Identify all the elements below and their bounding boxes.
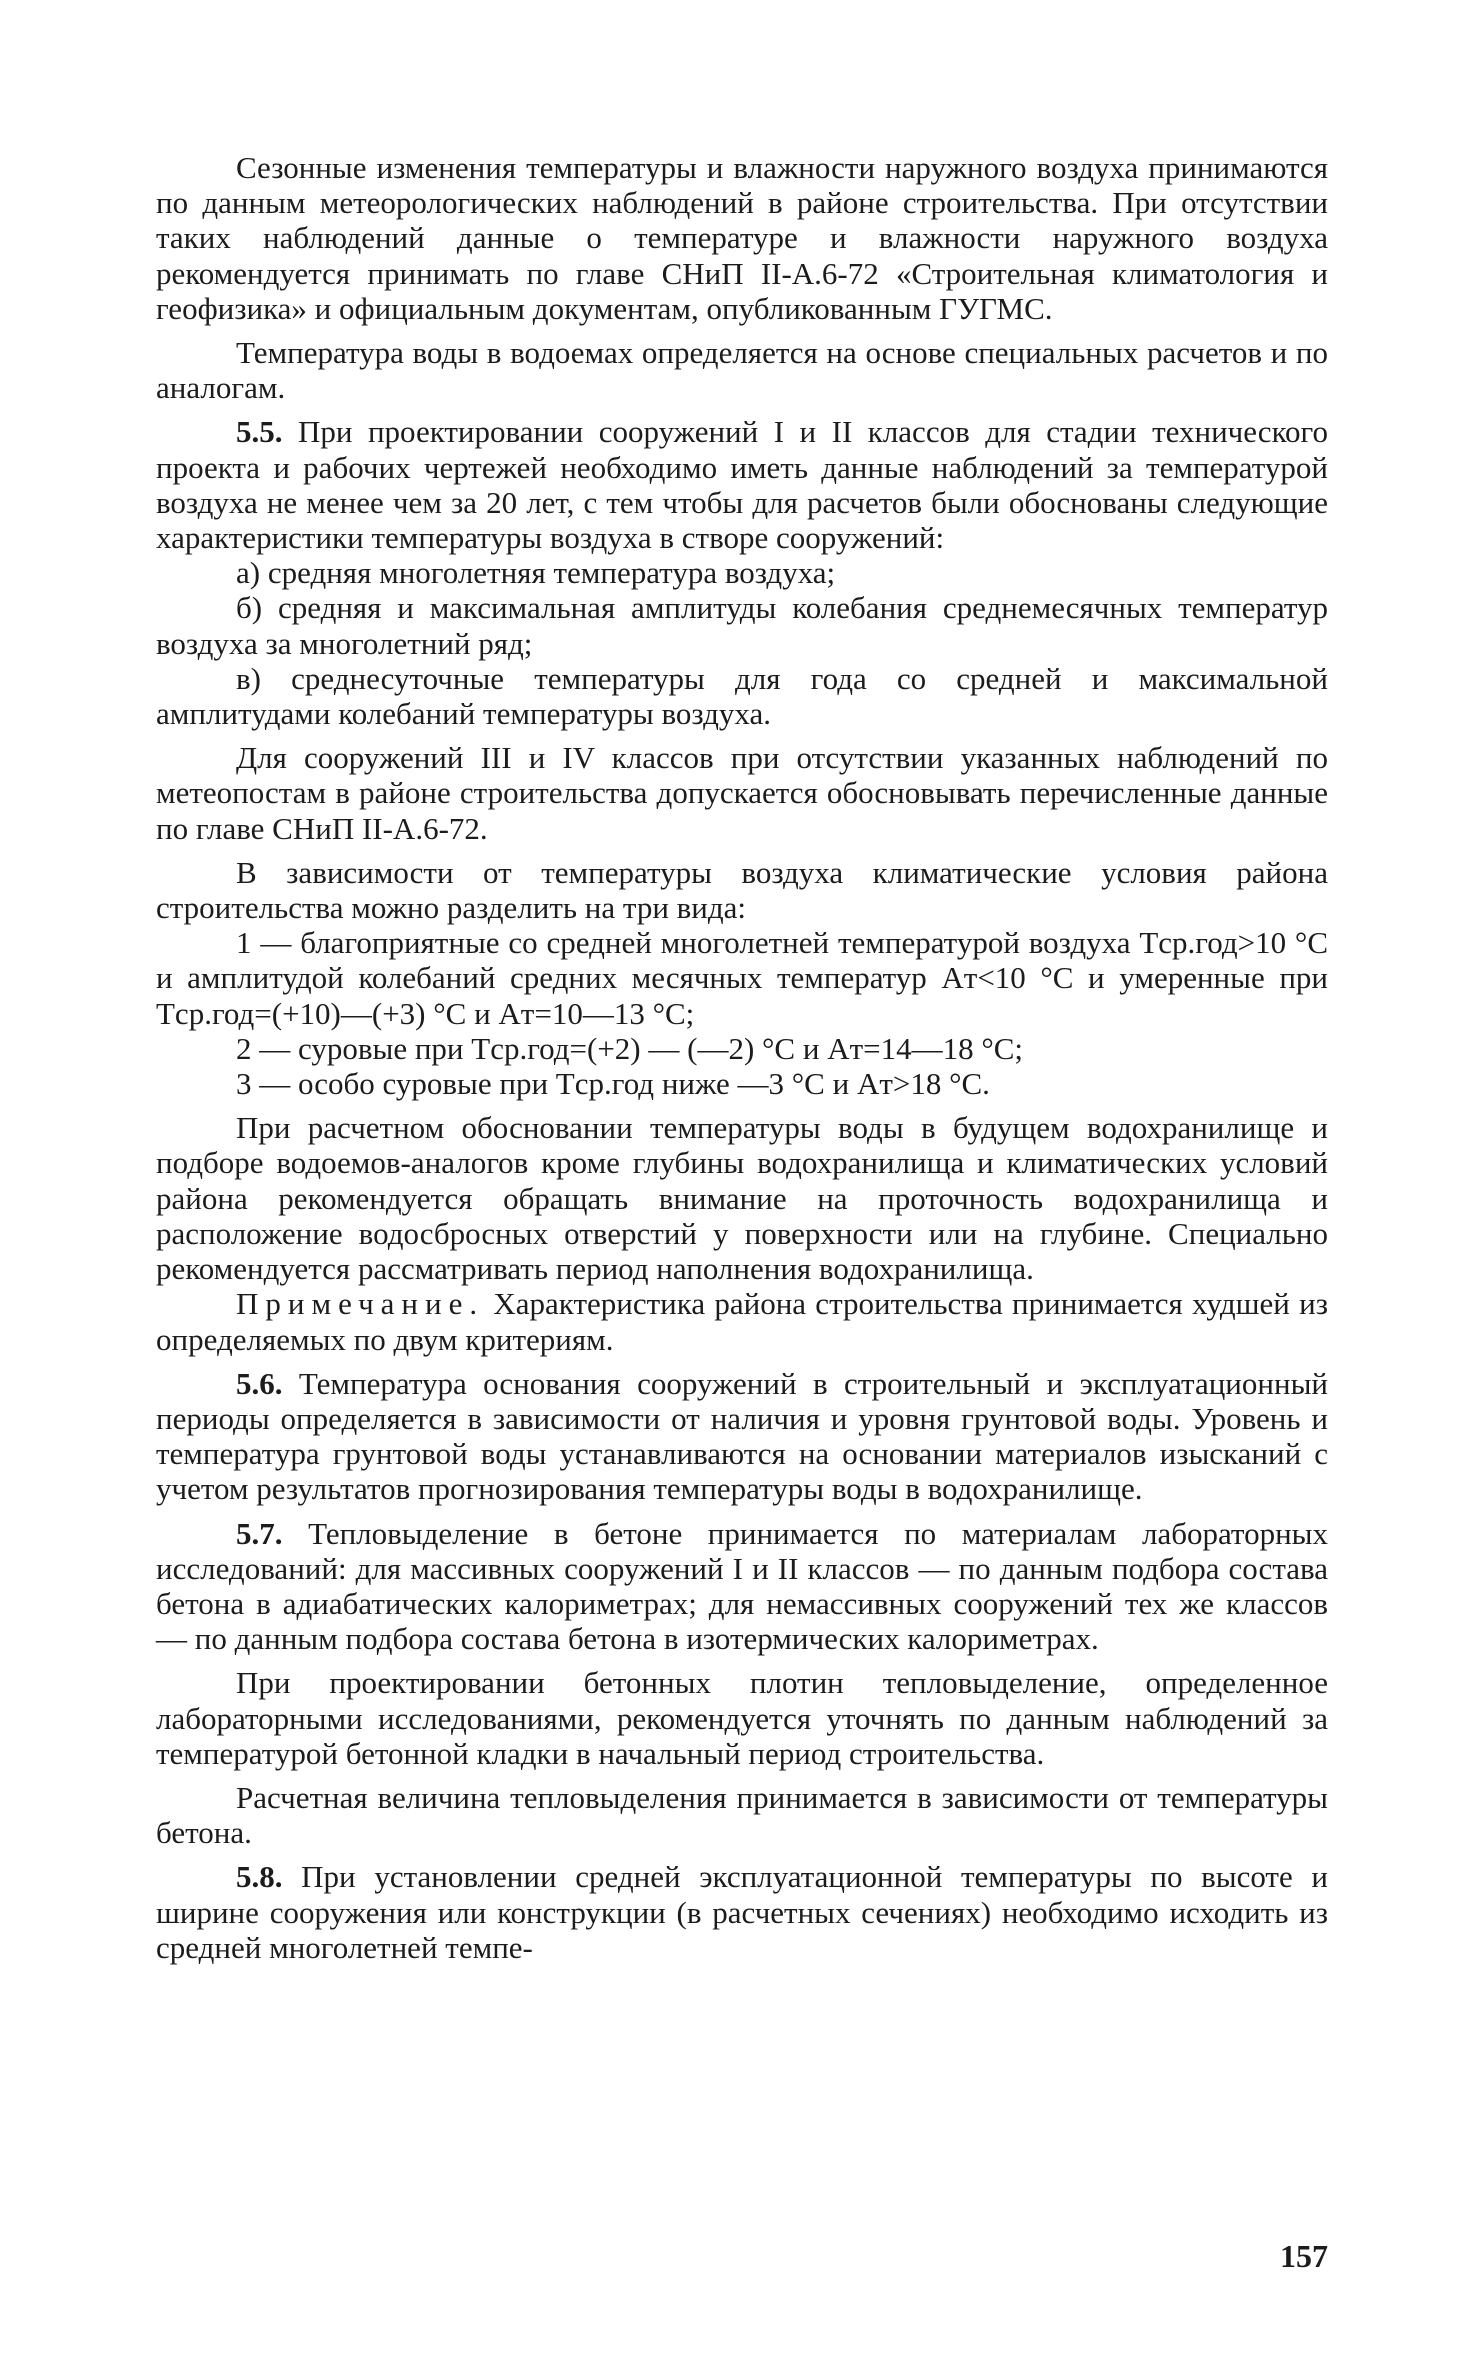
paragraph: Температура воды в водоемах определяется на основе специальных расчетов и по аналогам. <box>156 335 1328 406</box>
paragraph: При проектировании бетонных плотин тепловыделение, определенное лабораторными исследованиями, рекомендуется уточнять по данным наблюдений за температурой бетонной кладки в начальный период строительства. <box>156 1665 1328 1771</box>
list-item-a: а) средняя многолетняя температура воздуха; <box>236 555 836 591</box>
section-number: 5.7. <box>236 1515 283 1551</box>
page-number: 157 <box>1280 2238 1328 2274</box>
section-5-5: 5.5. При проектировании сооружений I и II классов для стадии технического проекта и рабочих чертежей необходимо иметь данные наблюдений за температурой воздуха не менее чем за 20 лет, с тем чтобы для расчетов были обоснованы следующие характеристики температуры воздуха в створе сооружений: <box>156 414 1328 556</box>
climate-type-3: 3 — особо суровые при Tср.год ниже —3 °С и Aт>18 °С. <box>236 1066 990 1102</box>
paragraph: При расчетном обосновании температуры воды в будущем водохранилище и подборе водоемов-аналогов кроме глубины водохранилища и климатических условий района рекомендуется обращать внимание на проточность водохранилища и расположение водосбросных отверстий у поверхности или на глубине. Специально рекомендуется рассматривать период наполнения водохранилища. <box>156 1110 1328 1287</box>
note-label: Примечание. <box>236 1286 485 1322</box>
paragraph: Расчетная величина тепловыделения принимается в зависимости от температуры бетона. <box>156 1779 1328 1851</box>
section-5-8: 5.8. При установлении средней эксплуатационной температуры по высоте и ширине сооружения или конструкции (в расчетных сечениях) необходимо исходить из средней многолетней темпе- <box>156 1859 1328 1965</box>
list-item-b: б) средняя и максимальная амплитуды колебания среднемесячных температур воздуха за многолетний ряд; <box>156 590 1328 661</box>
climate-type-1: 1 — благоприятные со средней многолетней температурой воздуха Tср.год>10 °С и амплитудой колебаний средних месячных температур Aт<10 °С и умеренные при Tср.год=(+10)—(+3) °С и Aт=10—13 °С; <box>156 925 1328 1031</box>
section-number: 5.6. <box>236 1365 283 1401</box>
paragraph: Сезонные изменения температуры и влажности наружного воздуха принимаются по данным метеорологических наблюдений в районе строительства. При отсутствии таких наблюдений данные о температуре и влажности наружного воздуха рекомендуется принимать по главе СНиП II-А.6-72 «Строительная климатология и геофизика» и официальным документам, опубликованным ГУГМС. <box>156 150 1328 326</box>
paragraph: Для сооружений III и IV классов при отсутствии указанных наблюдений по метеопостам в районе строительства допускается обосновывать перечисленные данные по главе СНиП II-А.6-72. <box>156 740 1328 846</box>
section-number: 5.8. <box>236 1859 283 1895</box>
section-5-7: 5.7. Тепловыделение в бетоне принимается по материалам лабораторных исследований: для массивных сооружений I и II классов — по данным подбора состава бетона в адиабатических калориметрах; для немассивных сооружений тех же классов — по данным подбора состава бетона в изотермических калориметрах. <box>156 1515 1328 1657</box>
section-5-6: 5.6. Температура основания сооружений в строительный и эксплуатационный периоды определяется в зависимости от наличия и уровня грунтовой воды. Уровень и температура грунтовой воды устанавливаются на основании материалов изысканий с учетом результатов прогнозирования температуры воды в водохранилище. <box>156 1365 1328 1507</box>
note: Примечание. Характеристика района строительства принимается худшей из определяемых по двум критериям. <box>156 1286 1328 1357</box>
paragraph: В зависимости от температуры воздуха климатические условия района строительства можно разделить на три вида: <box>156 854 1328 926</box>
list-item-v: в) среднесуточные температуры для года со средней и максимальной амплитудами колебаний температуры воздуха. <box>156 660 1328 732</box>
page-body <box>156 150 1328 1965</box>
section-number: 5.5. <box>236 414 283 450</box>
climate-type-2: 2 — суровые при Tср.год=(+2) — (—2) °С и Aт=14—18 °С; <box>236 1030 1024 1066</box>
